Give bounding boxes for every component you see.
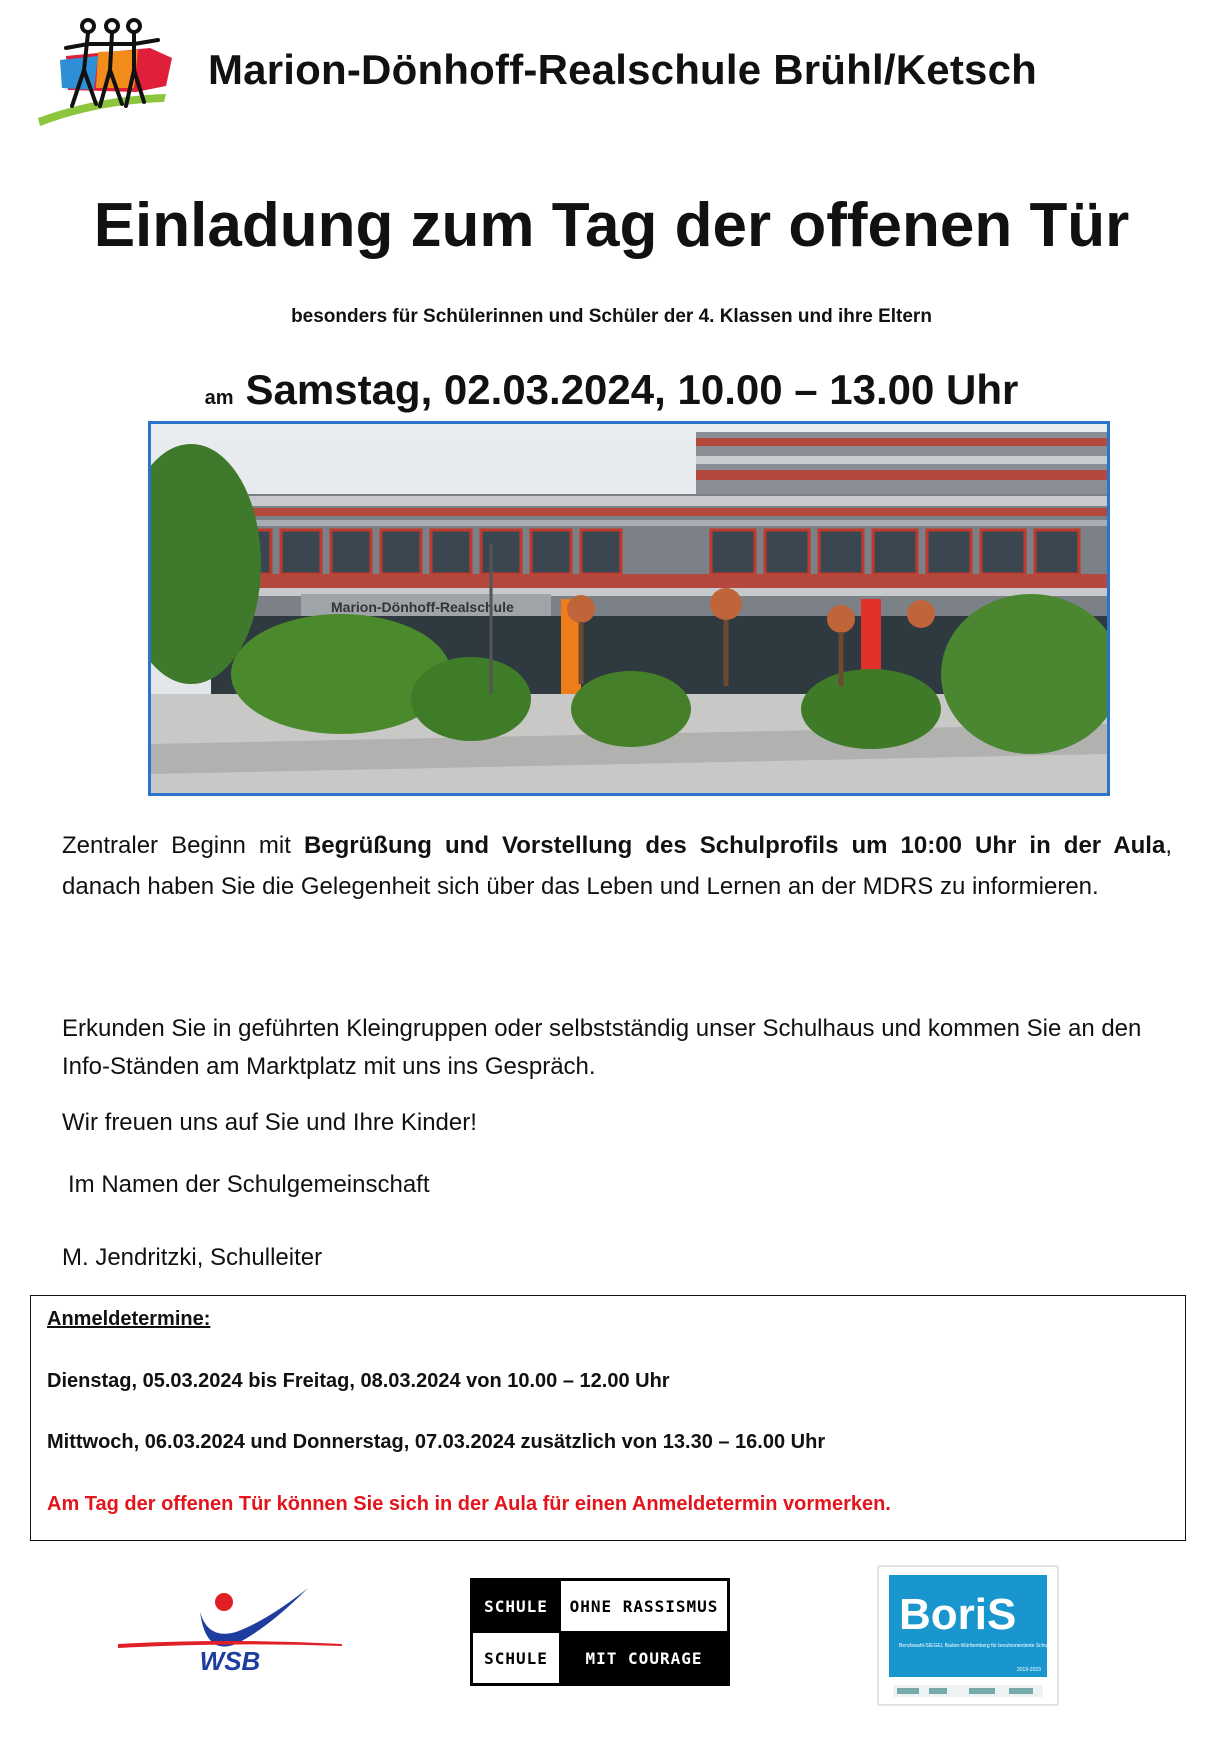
wsb-logo-icon bbox=[118, 1582, 342, 1674]
welcome-line: Wir freuen uns auf Sie und Ihre Kinder! bbox=[62, 1109, 477, 1136]
sor-cell-1: SCHULE bbox=[473, 1581, 559, 1631]
building-sign: Marion-Dönhoff-Realschule bbox=[331, 599, 514, 615]
intro-paragraph: Zentraler Beginn mit Begrüßung und Vorstellung des Schulprofils um 10:00 Uhr in der Aula, danach haben Sie die Gelegenheit sich über das Leben und Lernen an der MDRS zu informieren. bbox=[62, 832, 1172, 900]
boris-logo-icon bbox=[879, 1567, 1057, 1704]
registration-dates-line-1: Dienstag, 05.03.2024 bis Freitag, 08.03.2024 von 10.00 – 12.00 Uhr bbox=[47, 1370, 670, 1392]
sor-cell-2: OHNE RASSISMUS bbox=[561, 1581, 727, 1631]
school-building-photo bbox=[148, 421, 1110, 796]
school-name: Marion-Dönhoff-Realschule Brühl/Ketsch bbox=[208, 46, 1037, 93]
registration-box bbox=[30, 1295, 1186, 1541]
explore-paragraph: Erkunden Sie in geführten Kleingruppen oder selbstständig unser Schulhaus und kommen Sie an den Info-Ständen am Marktplatz mit uns ins Gespräch. bbox=[62, 1015, 1142, 1080]
date-prefix: am bbox=[204, 387, 234, 409]
signature-line: M. Jendritzki, Schulleiter bbox=[62, 1244, 323, 1271]
intro-highlight: Begrüßung und Vorstellung des Schulprofils um 10:00 Uhr in der Aula bbox=[303, 832, 1166, 859]
invitation-subtitle: besonders für Schülerinnen und Schüler der 4. Klassen und ihre Eltern bbox=[291, 306, 932, 327]
wsb-label: WSB bbox=[199, 1646, 261, 1674]
sor-cell-3: SCHULE bbox=[473, 1633, 559, 1683]
on-behalf-line: Im Namen der Schulgemeinschaft bbox=[68, 1171, 430, 1198]
registration-heading: Anmeldetermine: bbox=[47, 1308, 211, 1330]
registration-note: Am Tag der offenen Tür können Sie sich in der Aula für einen Anmeldetermin vormerken. bbox=[47, 1493, 891, 1515]
schule-ohne-rassismus-logo bbox=[470, 1578, 730, 1686]
school-logo-icon bbox=[38, 18, 188, 126]
boris-years: 2019-2023 bbox=[1017, 1667, 1041, 1673]
boris-logo bbox=[878, 1566, 1058, 1705]
event-date-line bbox=[0, 366, 1223, 414]
sor-cell-4: MIT COURAGE bbox=[561, 1633, 727, 1683]
event-date: Samstag, 02.03.2024, 10.00 – 13.00 Uhr bbox=[245, 366, 1019, 413]
boris-small-text: Berufswahl-SIEGEL Baden-Württemberg für berufsorientierte Schulen bbox=[899, 1643, 1054, 1649]
boris-label: BoriS bbox=[899, 1590, 1017, 1639]
school-logo bbox=[38, 18, 188, 126]
registration-dates-line-2: Mittwoch, 06.03.2024 und Donnerstag, 07.03.2024 zusätzlich von 13.30 – 16.00 Uhr bbox=[47, 1431, 826, 1453]
wsb-logo bbox=[118, 1582, 342, 1674]
invitation-title: Einladung zum Tag der offenen Tür bbox=[93, 191, 1130, 260]
